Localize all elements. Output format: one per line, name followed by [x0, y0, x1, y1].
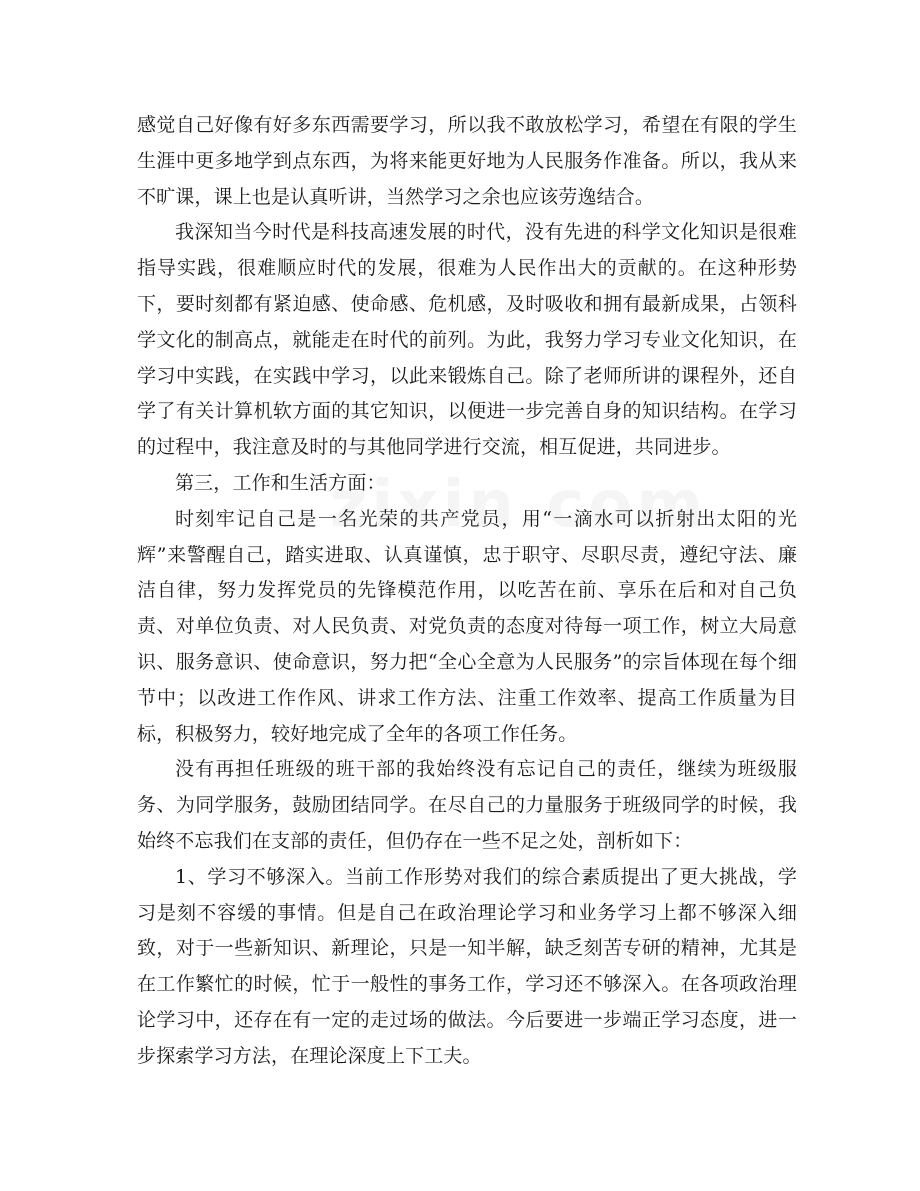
section-heading-work-life: 第三，工作和生活方面： — [175, 471, 386, 494]
paragraph-1: 感觉自己好像有好多东西需要学习，所以我不敢放松学习，希望在有限的学生生涯中更多地学到点东西，为将来能更好地为人民服务作准备。所以，我从来不旷课，课上也是认真听讲，当然学习之余也应该劳逸结合。 — [137, 114, 797, 208]
paragraph-4: 时刻牢记自己是一名光荣的共产党员，用“一滴水可以折射出太阳的光辉”来警醒自己，踏实进取、认真谨慎，忠于职守、尽职尽责，遵纪守法、廉洁自律，努力发挥党员的先锋模范作用，以吃苦在前、享乐在后和对自己负责、对单位负责、对人民负责、对党负责的态度对待每一项工作，树立大局意识、服务意识、使命意识，努力把“全心全意为人民服务”的宗旨体现在每个细节中；以改进工作作风、讲求工作方法、注重工作效率、提高工作质量为目标，积极努力，较好地完成了全年的各项工作任务。 — [137, 507, 797, 745]
document-body — [137, 108, 797, 1075]
paragraph-5: 没有再担任班级的班干部的我始终没有忘记自己的责任，继续为班级服务、为同学服务，鼓励团结同学。在尽自己的力量服务于班级同学的时候，我始终不忘我们在支部的责任，但仍存在一些不足之处，剖析如下： — [137, 758, 797, 852]
paragraph-2: 我深知当今时代是科技高速发展的时代，没有先进的科学文化知识是很难指导实践，很难顺应时代的发展，很难为人民作出大的贡献的。在这种形势下，要时刻都有紧迫感、使命感、危机感，及时吸收和拥有最新成果，占领科学文化的制高点，就能走在时代的前列。为此，我努力学习专业文化知识，在学习中实践，在实践中学习，以此来锻炼自己。除了老师所讲的课程外，还自学了有关计算机软方面的其它知识，以便进一步完善自身的知识结构。在学习的过程中，我注意及时的与其他同学进行交流，相互促进，共同进步。 — [137, 221, 797, 459]
paragraph-6: 1、学习不够深入。当前工作形势对我们的综合素质提出了更大挑战，学习是刻不容缓的事情。但是自己在政治理论学习和业务学习上都不够深入细致，对于一些新知识、新理论，只是一知半解，缺乏刻苦专研的精神，尤其是在工作繁忙的时候，忙于一般性的事务工作，学习还不够深入。在各项政治理论学习中，还存在有一定的走过场的做法。今后要进一步端正学习态度，进一步探索学习方法，在理论深度上下工夫。 — [137, 865, 797, 1067]
